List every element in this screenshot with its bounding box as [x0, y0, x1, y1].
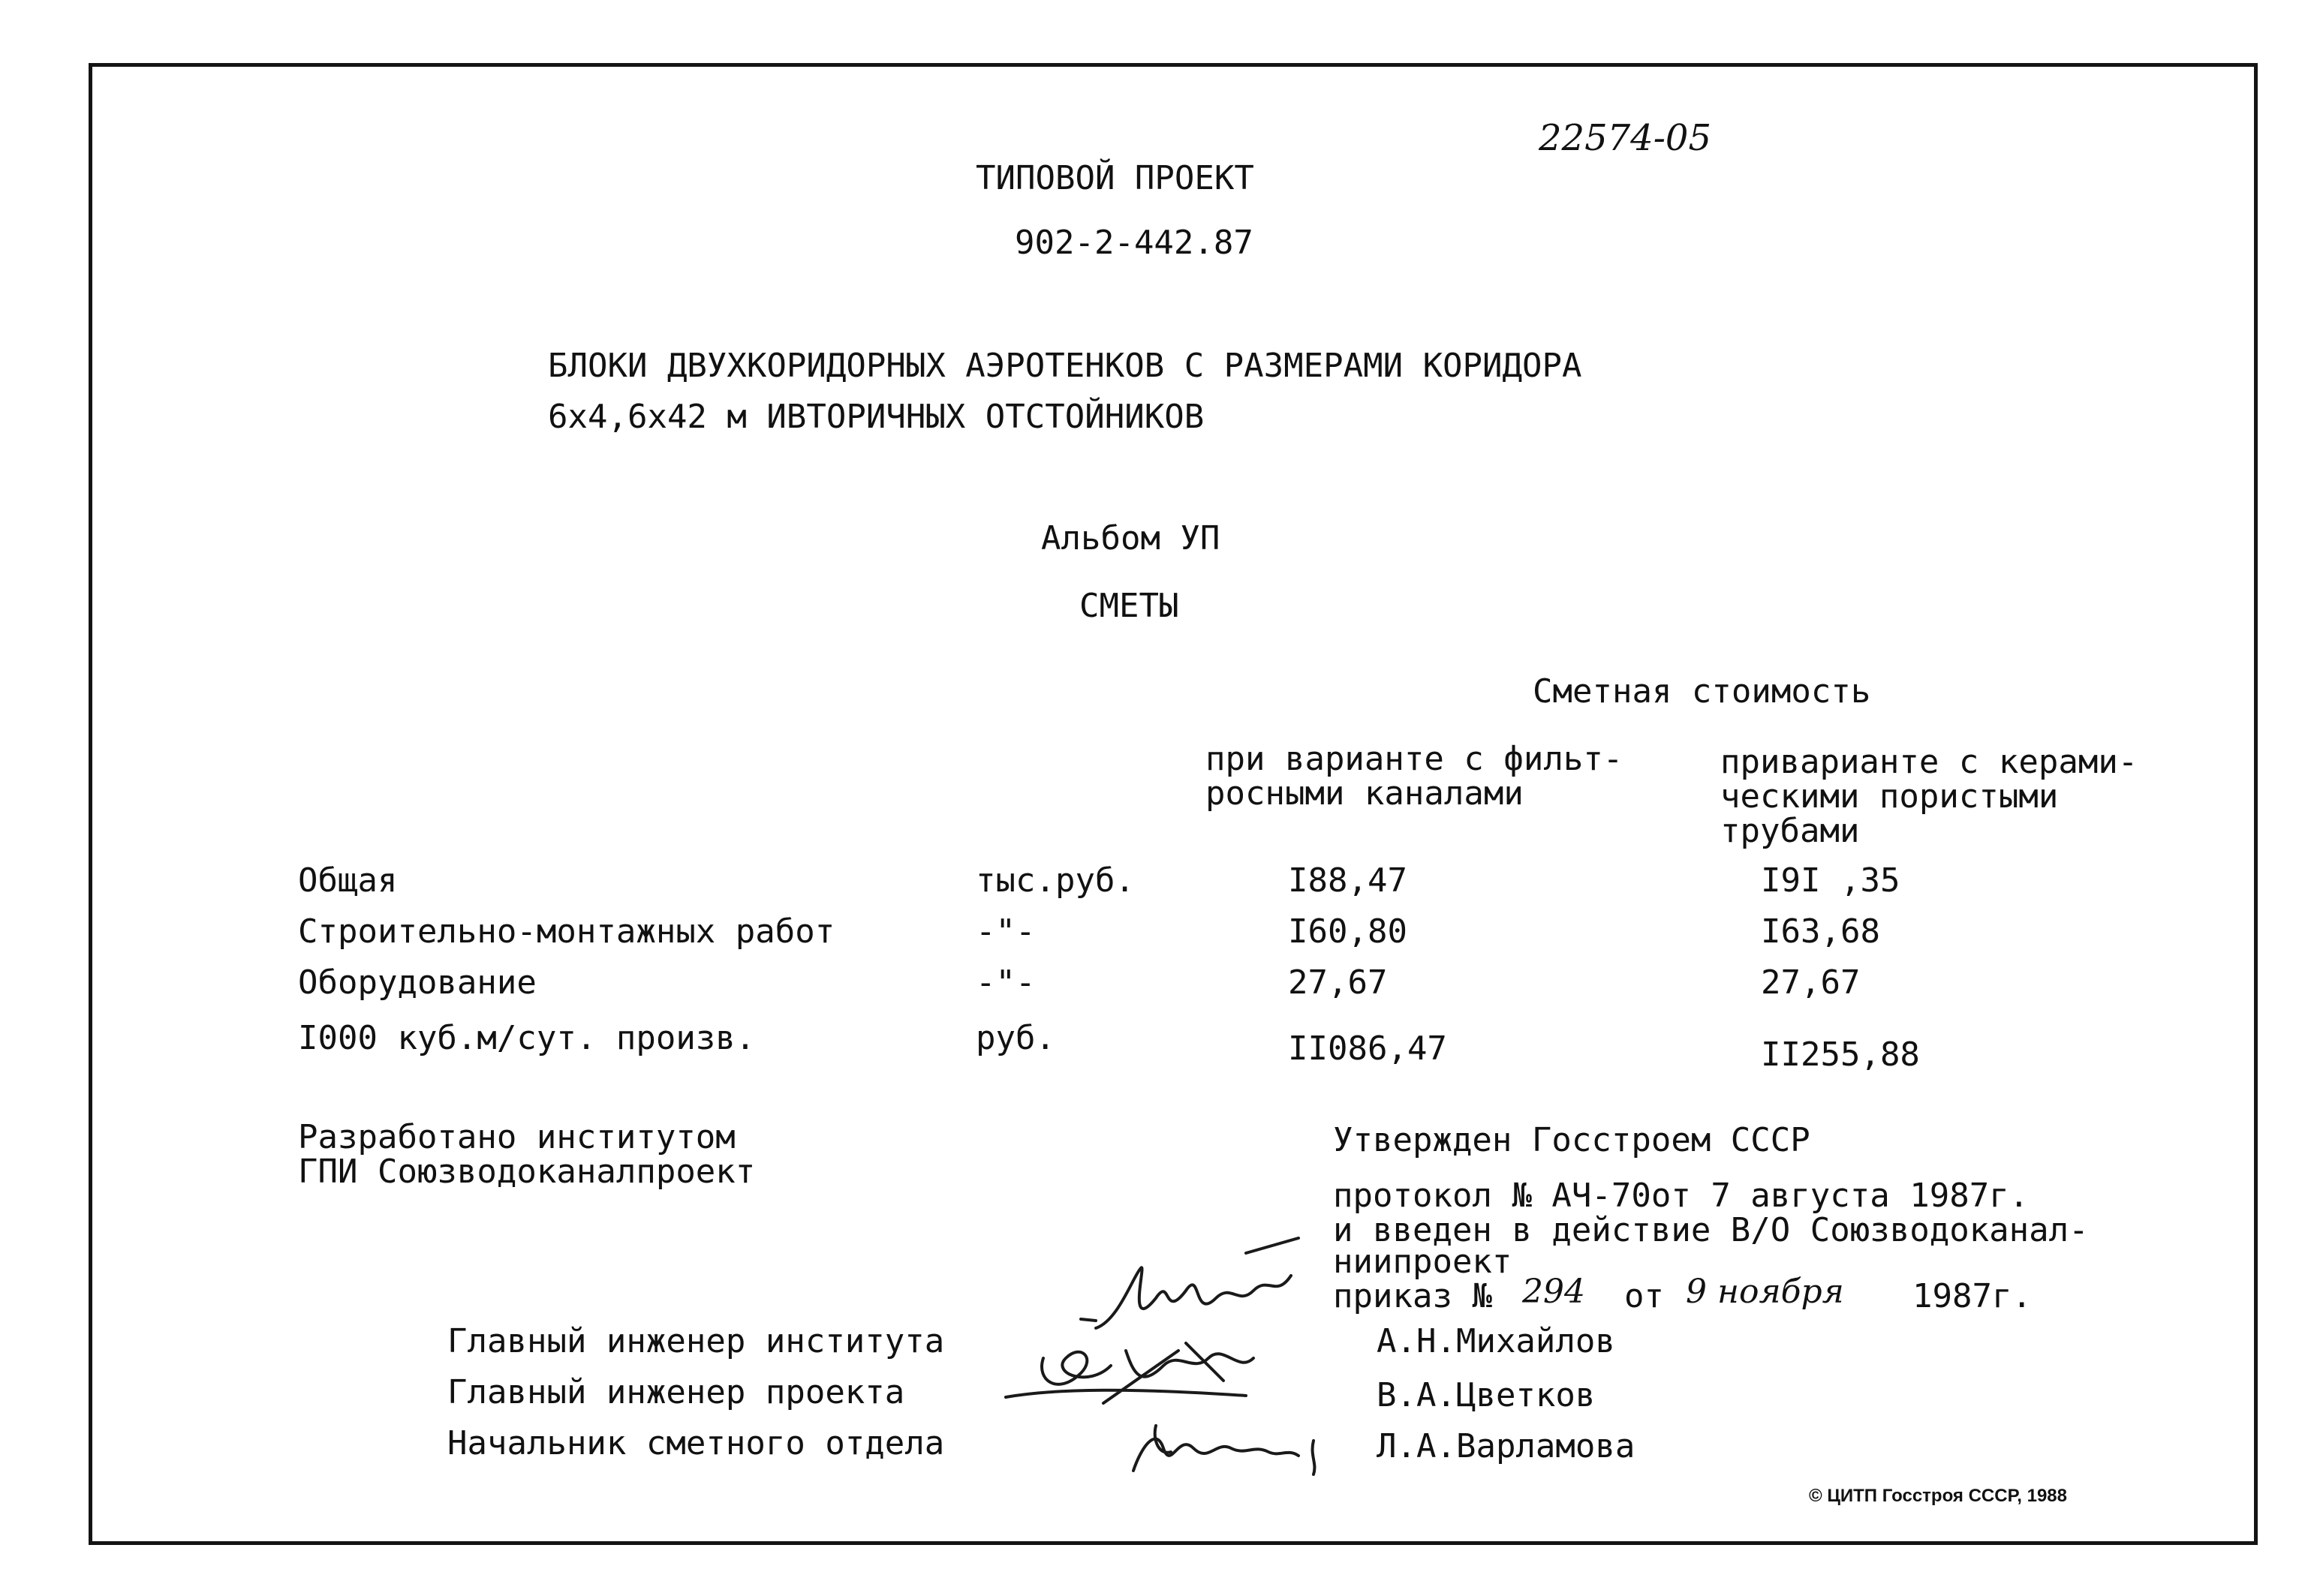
order-prefix: приказ №: [1333, 1277, 1492, 1315]
copyright-note: © ЦИТП Госстроя СССР, 1988: [1809, 1486, 2068, 1506]
developer-line-2: ГПИ Союзводоканалпроект: [298, 1153, 756, 1191]
row-value-1: I88,47: [1288, 861, 1407, 900]
col1-header-line-2: росными каналами: [1205, 774, 1524, 813]
handwritten-number: 22574-05: [1539, 117, 1711, 159]
approval-line-4: ниипроект: [1333, 1243, 1512, 1281]
order-year: 1987г.: [1912, 1277, 2032, 1315]
signature-chief-engineer-project: [998, 1328, 1313, 1418]
row-label: Оборудование: [298, 963, 537, 1002]
row-value-2: I9I ,35: [1761, 861, 1900, 900]
row-value-2: I63,68: [1761, 912, 1880, 951]
cost-group-header: Сметная стоимость: [1533, 672, 1871, 711]
approval-line-3: и введен в действие В/О Союзводоканал-: [1333, 1211, 2089, 1249]
row-value-2: II255,88: [1761, 1035, 1920, 1074]
col2-header-line-2: ческими пористыми: [1720, 777, 2059, 816]
row-label: I000 куб.м/сут. произв.: [298, 1019, 756, 1057]
row-label: Строительно-монтажных работ: [298, 912, 835, 951]
row-unit: -"-: [976, 963, 1036, 1002]
project-type: ТИПОВОЙ ПРОЕКТ: [976, 159, 1254, 197]
signatory-role: Главный инженер проекта: [447, 1373, 905, 1411]
row-unit: -"-: [976, 912, 1036, 951]
order-number: 294: [1522, 1273, 1585, 1311]
col2-header-line-3: трубами: [1720, 812, 1860, 850]
order-date: 9 ноября: [1686, 1273, 1844, 1311]
developer-line-1: Разработано институтом: [298, 1118, 736, 1156]
title-line-1: БЛОКИ ДВУХКОРИДОРНЫХ АЭРОТЕНКОВ С РАЗМЕРАМИ КОРИДОРА: [548, 347, 1582, 385]
row-unit: тыс.руб.: [976, 861, 1135, 900]
signatory-name: В.А.Цветков: [1377, 1376, 1596, 1414]
row-value-1: II086,47: [1288, 1029, 1447, 1068]
signature-head-estimates: [1111, 1411, 1336, 1486]
signatory-role: Начальник сметного отдела: [447, 1424, 945, 1462]
col2-header-line-1: приварианте с керами-: [1720, 743, 2138, 781]
signatory-name: Л.А.Варламова: [1377, 1427, 1635, 1465]
approval-line-2: протокол № АЧ-70от 7 августа 1987г.: [1333, 1177, 2030, 1215]
signatory-role: Главный инженер института: [447, 1322, 945, 1360]
title-line-2: 6х4,6х42 м ИВТОРИЧНЫХ ОТСТОЙНИКОВ: [548, 398, 1205, 436]
row-value-1: I60,80: [1288, 912, 1407, 951]
row-value-1: 27,67: [1288, 963, 1388, 1002]
signatory-name: А.Н.Михайлов: [1377, 1322, 1615, 1360]
album-label: Альбом УП: [1041, 519, 1220, 558]
order-from: от: [1624, 1277, 1664, 1315]
col1-header-line-1: при варианте с фильт-: [1205, 740, 1623, 778]
approval-line-1: Утвержден Госстроем СССР: [1333, 1121, 1810, 1159]
row-value-2: 27,67: [1761, 963, 1861, 1002]
project-code: 902-2-442.87: [1015, 224, 1253, 262]
row-unit: руб.: [976, 1019, 1055, 1057]
row-label: Общая: [298, 861, 398, 900]
section-label: СМЕТЫ: [1079, 587, 1179, 625]
